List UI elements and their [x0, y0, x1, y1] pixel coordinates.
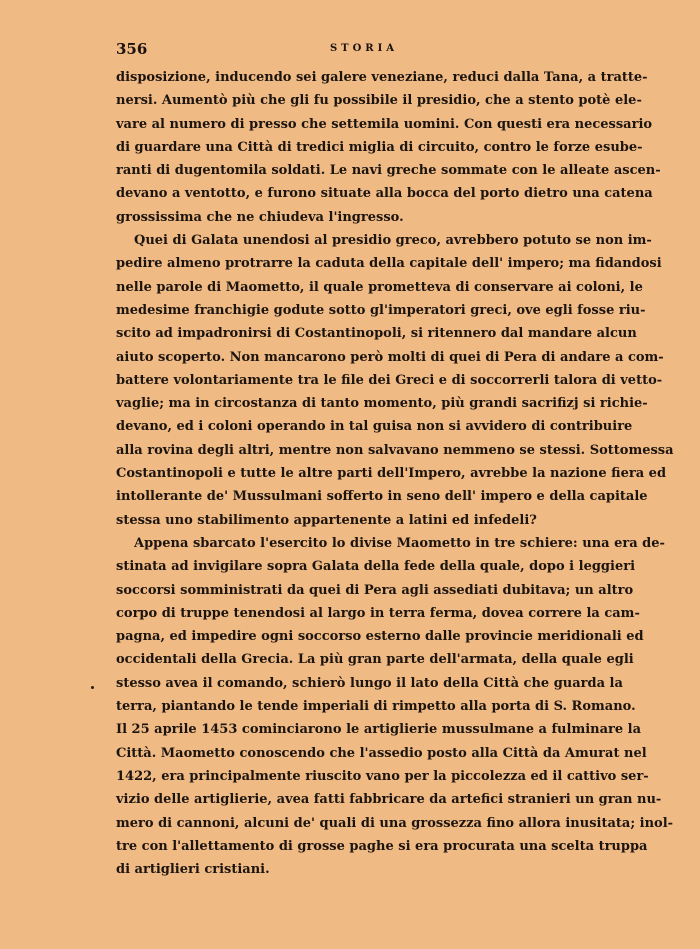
text-line: medesime franchigie godute sotto gl'imperatori greci, ove egli fosse riu- [116, 302, 646, 318]
page-header [116, 38, 612, 60]
paragraph-2 [116, 229, 674, 532]
text-line: tre con l'allettamento di grosse paghe si era procurata una scelta truppa [116, 838, 648, 854]
text-line: grossissima che ne chiudeva l'ingresso. [116, 209, 404, 225]
text-line: 1422, era principalmente riuscito vano per la piccolezza ed il cattivo ser- [116, 768, 649, 784]
text-line: soccorsi somministrati da quei di Pera agli assediati dubitava; un altro [116, 582, 634, 598]
text-line: aiuto scoperto. Non mancarono però molti di quei di Pera di andare a com- [116, 349, 664, 365]
text-line: battere volontariamente tra le file dei Greci e di soccorrerli talora di vetto- [116, 372, 663, 388]
text-line: ranti di dugentomila soldati. Le navi greche sommate con le alleate ascen- [116, 163, 661, 179]
running-head: STORIA [329, 43, 399, 54]
text-line: devano, ed i coloni operando in tal guisa non si avvidero di contribuire [116, 419, 633, 435]
text-line: di artiglieri cristiani. [116, 862, 270, 878]
text-line: Il 25 aprile 1453 cominciarono le artiglierie mussulmane a fulminare la [116, 722, 642, 738]
text-line: vizio delle artiglierie, avea fatti fabbricare da artefici stranieri un gran nu- [116, 792, 662, 808]
text-line: corpo di truppe tenendosi al largo in terra ferma, dovea correre la cam- [116, 605, 640, 621]
text-line: occidentali della Grecia. La più gran parte dell'armata, della quale egli [116, 652, 634, 668]
text-line: pedire almeno protrarre la caduta della capitale dell' impero; ma fidandosi [116, 256, 662, 272]
text-line: alla rovina degli altri, mentre non salvavano nemmeno se stessi. Sottomessa [116, 442, 674, 458]
text-line: vare al numero di presso che settemila uomini. Con questi era necessario [116, 116, 653, 132]
text-line: disposizione, inducendo sei galere veneziane, reduci dalla Tana, a tratte- [116, 70, 648, 85]
margin-ink-mark [91, 686, 94, 689]
text-line: nelle parole di Maometto, il quale prometteva di conservare ai coloni, le [116, 279, 643, 295]
text-line: nersi. Aumentò più che gli fu possibile il presidio, che a stento potè ele- [116, 93, 642, 109]
page-number: 356 [116, 40, 148, 58]
text-line: Appena sbarcato l'esercito lo divise Maometto in tre schiere: una era de- [134, 535, 665, 551]
text-line: mero di cannoni, alcuni de' quali di una grossezza fino allora inusitata; inol- [116, 815, 674, 831]
text-line: stesso avea il comando, schierò lungo il lato della Città che guarda la [116, 675, 623, 691]
text-line: Costantinopoli e tutte le altre parti dell'Impero, avrebbe la nazione fiera ed [116, 466, 667, 482]
text-line: scito ad impadronirsi di Costantinopoli, si ritennero dal mandare alcun [116, 326, 637, 342]
text-line: vaglie; ma in circostanza di tanto momento, più grandi sacrifizj si richie- [116, 396, 648, 412]
text-line: devano a ventotto, e furono situate alla bocca del porto dietro una catena [116, 186, 653, 202]
paragraph-3 [116, 532, 674, 881]
text-line: Città. Maometto conoscendo che l'assedio posto alla Città da Amurat nel [116, 745, 647, 761]
text-line: di guardare una Città di tredici miglia di circuito, contro le forze esube- [116, 139, 643, 155]
text-line: Quei di Galata unendosi al presidio greco, avrebbero potuto se non im- [134, 233, 652, 249]
text-line: pagna, ed impedire ogni soccorso esterno dalle provincie meridionali ed [116, 629, 644, 645]
text-line: stinata ad invigilare sopra Galata della fede della quale, dopo i leggieri [116, 559, 636, 575]
text-line: stessa uno stabilimento appartenente a latini ed infedeli? [116, 512, 537, 528]
paragraph-1 [116, 66, 661, 229]
text-line: terra, piantando le tende imperiali di rimpetto alla porta di S. Romano. [116, 699, 636, 715]
text-line: intollerante de' Mussulmani sofferto in seno dell' impero e della capitale [116, 489, 648, 505]
body-text [116, 66, 674, 881]
